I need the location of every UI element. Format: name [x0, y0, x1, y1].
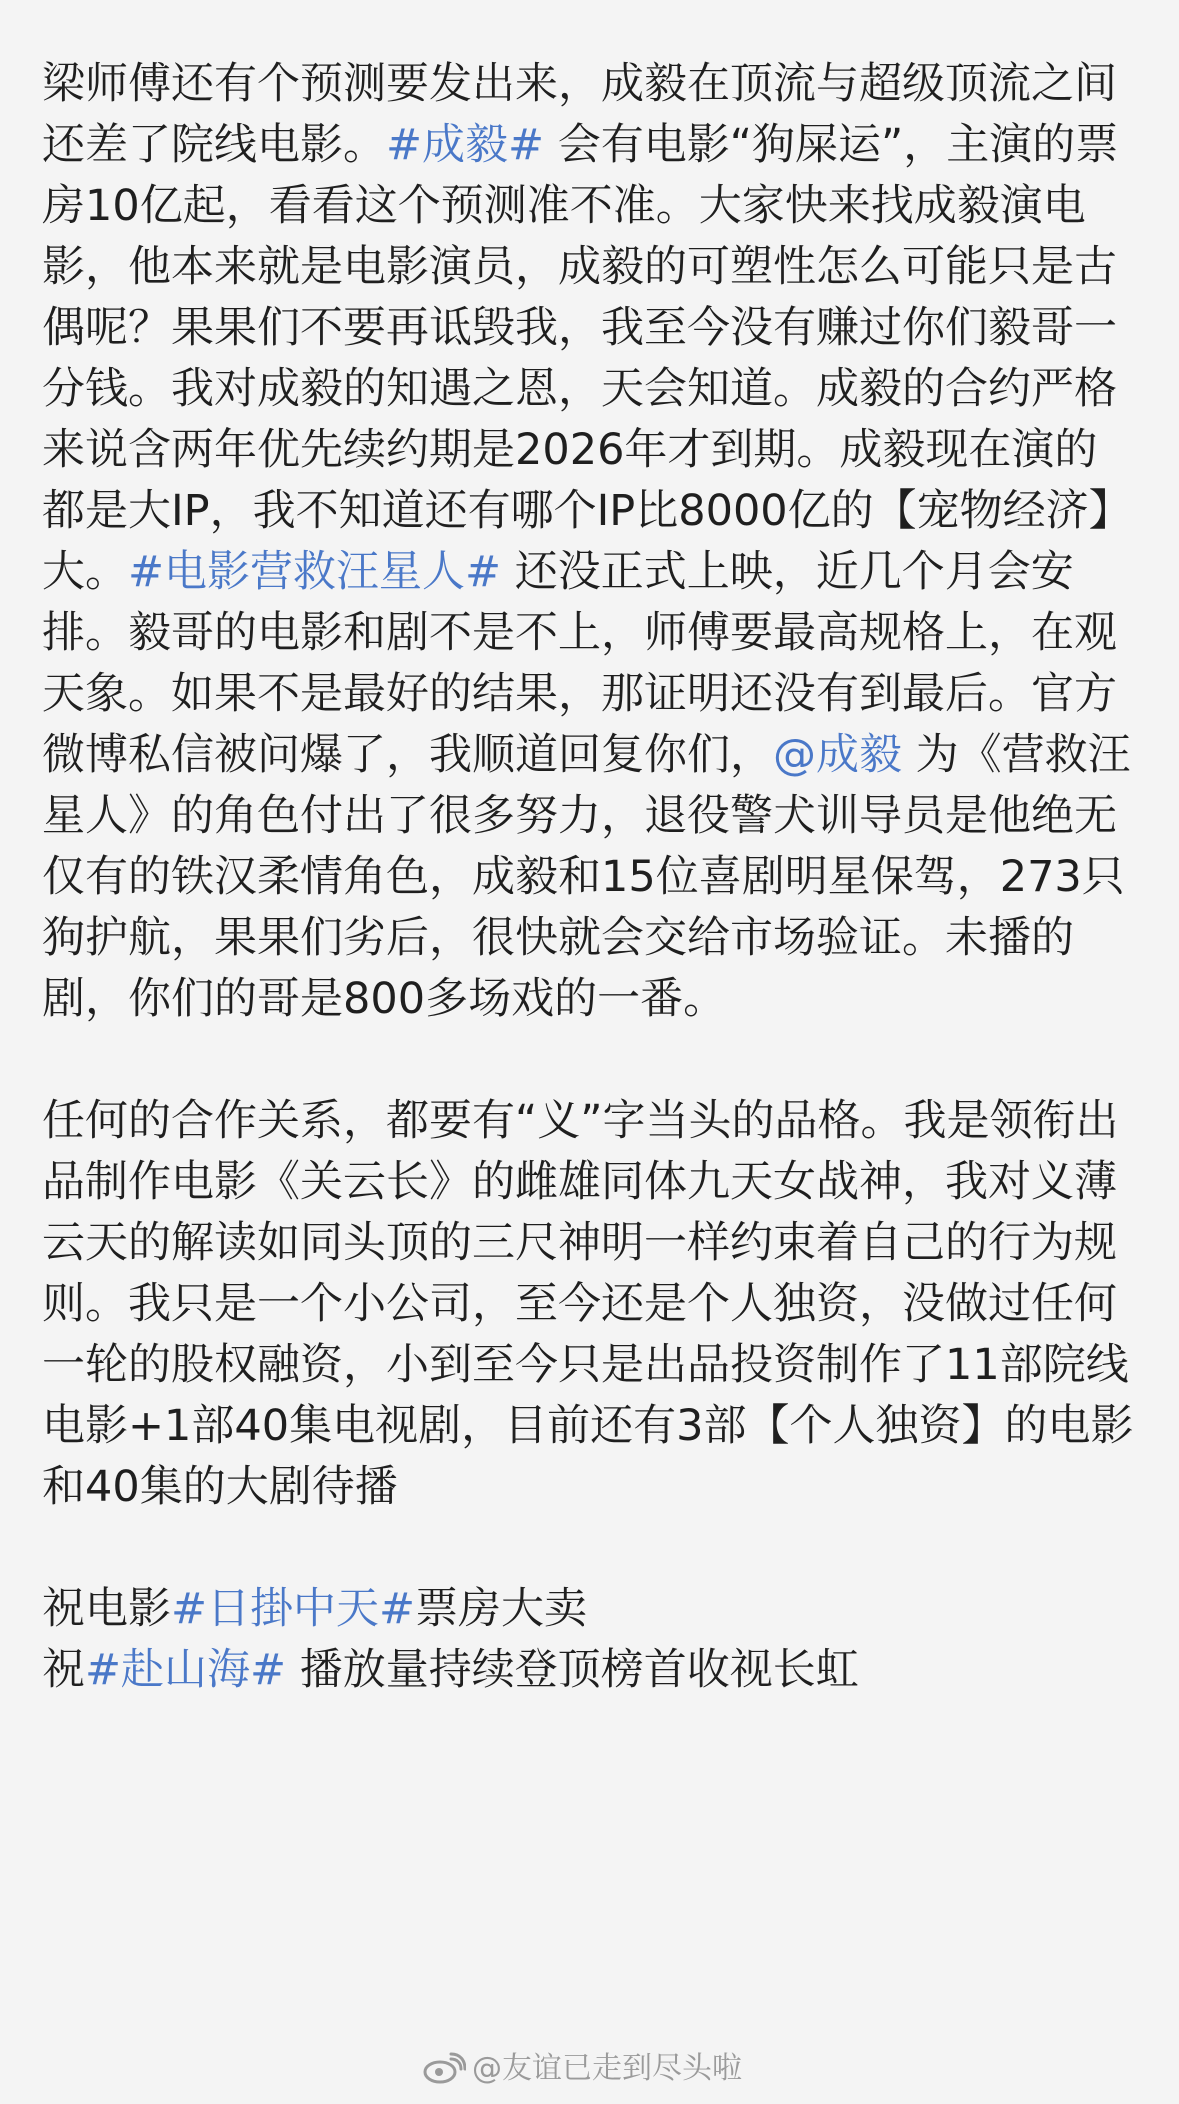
post-text: 祝电影 — [42, 1584, 171, 1634]
post-text: 播放量持续登顶榜首收视长虹 — [286, 1645, 859, 1695]
post-text: 任何的合作关系，都要有“义”字当头的品格。我是领衔出品制作电影《关云长》的雌雄同体九天女战神，我对义薄云天的解读如同头顶的三尺神明一样约束着自己的行为规则。我只是一个小公司，至今还是个人独资，没做过任何一轮的股权融资，小到至今只是出品投资制作了11部院线电影+1部40集电视剧，目前还有3部【个人独资】的电影和40集的大剧待播 — [42, 1096, 1134, 1512]
weibo-icon — [420, 2052, 466, 2086]
hashtag-link[interactable]: #电影营救汪星人# — [128, 547, 502, 597]
post-paragraph-1 — [42, 54, 1134, 1030]
hashtag-link[interactable]: #成毅# — [386, 120, 545, 170]
user-mention-link[interactable]: @成毅 — [773, 730, 902, 780]
paragraph-spacer — [42, 1518, 1134, 1579]
post-text: 会有电影“狗屎运”，主演的票房10亿起，看看这个预测准不准。大家快来找成毅演电影，他本来就是电影演员，成毅的可塑性怎么可能只是古偶呢？果果们不要再诋毁我，我至今没有赚过你们毅哥一分钱。我对成毅的知遇之恩，天会知道。成毅的合约严格来说含两年优先续约期是2026年才到期。成毅现在演的都是大IP，我不知道还有哪个IP比8000亿的【宠物经济】大。 — [42, 120, 1132, 597]
post-paragraph-3 — [42, 1579, 1134, 1701]
hashtag-link[interactable]: #日掛中天# — [171, 1584, 416, 1634]
post-text: 梁师傅还有个预测要发出来，成毅在顶流与超级顶流之间还差了院线电影。 — [42, 59, 1117, 170]
post-paragraph-2 — [42, 1091, 1134, 1518]
paragraph-spacer — [42, 1030, 1134, 1091]
post-text: 祝 — [42, 1645, 85, 1695]
post-text: 为《营救汪星人》的角色付出了很多努力，退役警犬训导员是他绝无仅有的铁汉柔情角色，成毅和15位喜剧明星保驾，273只狗护航，果果们劣后，很快就会交给市场验证。未播的剧，你们的哥是800多场戏的一番。 — [42, 730, 1131, 1024]
post-text: 票房大卖 — [415, 1584, 588, 1634]
hashtag-link[interactable]: #赴山海# — [85, 1645, 287, 1695]
watermark-text: @友谊已走到尽头啦 — [472, 2051, 742, 2086]
post-body — [42, 54, 1134, 1701]
post-text: 还没正式上映，近几个月会安排。毅哥的电影和剧不是不上，师傅要最高规格上，在观天象。如果不是最好的结果，那证明还没有到最后。官方微博私信被问爆了，我顺道回复你们， — [42, 547, 1117, 780]
weibo-watermark — [420, 2052, 742, 2086]
